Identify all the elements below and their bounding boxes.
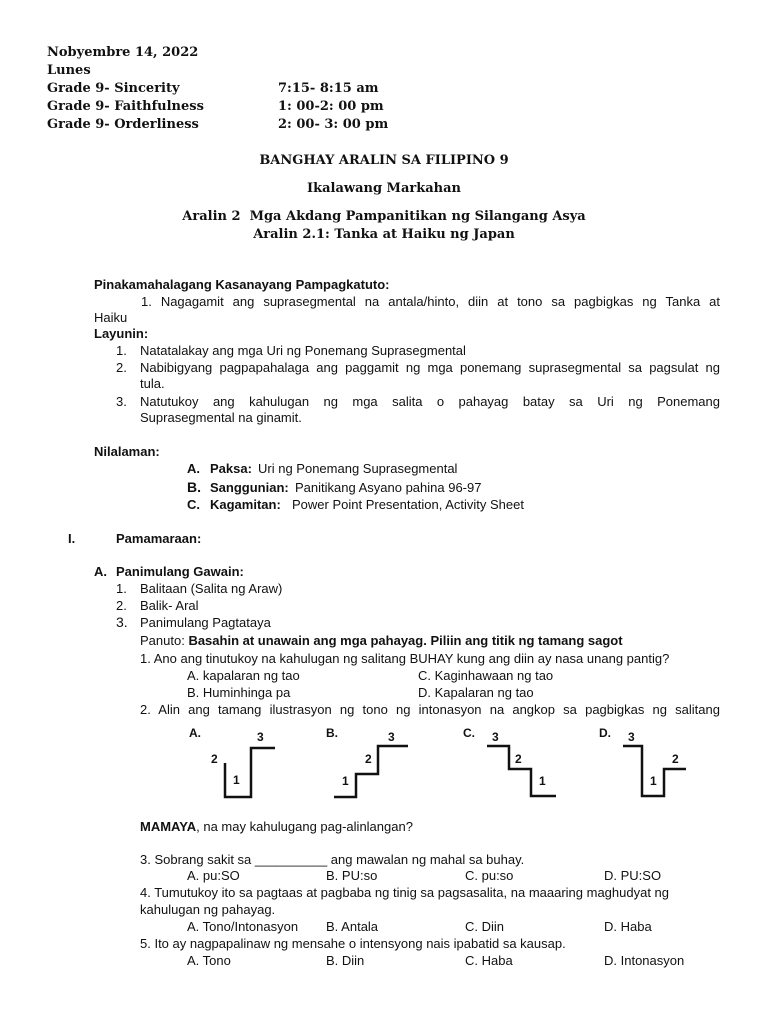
objective-text-cont: Suprasegmental na ginamit. <box>140 410 302 425</box>
content-letter: B. <box>187 479 201 495</box>
objective-number: 2. <box>116 360 127 375</box>
step-text: Balitaan (Salita ng Araw) <box>140 581 283 596</box>
question-5: 5. Ito ay nagpapalinaw ng mensahe o intensyong nais ipabatid sa kausap. <box>140 936 566 951</box>
step-label: 2 <box>672 752 679 766</box>
content-value: Panitikang Asyano pahina 96-97 <box>295 480 482 495</box>
intonation-diagram-a <box>203 735 278 801</box>
choice: A. Tono <box>187 953 231 968</box>
step-label: 2 <box>515 752 522 766</box>
content-value: Uri ng Ponemang Suprasegmental <box>258 461 458 476</box>
content-heading: Nilalaman: <box>94 444 160 459</box>
content-label: Kagamitan: <box>210 497 281 512</box>
choice: B. PU:so <box>326 868 378 883</box>
choice: C. pu:so <box>465 868 514 883</box>
step-number: 1. <box>116 581 127 596</box>
objective-number: 1. <box>116 343 127 358</box>
lesson-title: Aralin 2 Mga Akdang Pampanitikan ng Silangang Asya <box>182 209 586 224</box>
instruction-text: Basahin at unawain ang mga pahayag. Piliin ang titik ng tamang sagot <box>188 633 623 648</box>
objective-text: Natatalakay ang mga Uri ng Ponemang Suprasegmental <box>140 343 466 358</box>
instruction-label: Panuto: <box>140 633 189 648</box>
choice: D. PU:SO <box>604 868 662 883</box>
intonation-diagram-d <box>620 743 695 799</box>
question-2: 2. Alin ang tamang ilustrasyon ng tono ng intonasyon na angkop sa pagbigkas ng salitang <box>140 702 720 717</box>
choice: A. pu:SO <box>187 868 240 883</box>
day: Lunes <box>47 63 91 78</box>
step-number: 2. <box>116 598 127 613</box>
content-label: Sanggunian: <box>210 480 289 495</box>
content-label: Paksa: <box>210 461 252 476</box>
step-label: 1 <box>650 774 657 788</box>
step-label: 3 <box>388 730 395 744</box>
objective-text-cont: tula. <box>140 376 165 391</box>
question-2-target-word: MAMAYA <box>140 819 197 834</box>
date: Nobyembre 14, 2022 <box>47 45 199 60</box>
option-letter: D. <box>599 726 611 740</box>
step-label: 3 <box>628 730 635 744</box>
procedure-roman: I. <box>68 531 76 546</box>
competency-text-cont: Haiku <box>94 310 128 325</box>
step-label: 2 <box>365 752 372 766</box>
objectives-heading: Layunin: <box>94 326 149 341</box>
option-letter: B. <box>326 726 338 740</box>
step-text: Panimulang Pagtataya <box>140 615 271 630</box>
section-name: Grade 9- Orderliness <box>47 117 199 132</box>
document-title: BANGHAY ARALIN SA FILIPINO 9 <box>259 153 509 168</box>
competency-heading: Pinakamahalagang Kasanayang Pampagkatuto: <box>94 277 390 292</box>
step-label: 1 <box>233 773 240 787</box>
choice: C. Diin <box>465 919 505 934</box>
objective-number: 3. <box>116 394 127 409</box>
quarter-title: Ikalawang Markahan <box>307 181 461 196</box>
section-time: 7:15- 8:15 am <box>278 81 379 96</box>
instruction <box>140 632 623 650</box>
question-4-cont: kahulugan ng pahayag. <box>140 902 276 917</box>
choice: C. Haba <box>465 953 513 968</box>
content-letter: A. <box>187 461 200 476</box>
question-4: 4. Tumutukoy ito sa pagtaas at pagbaba ng tinig sa pagsasalita, na maaaring maghudyat ng <box>140 885 670 900</box>
question-2-word <box>140 818 413 836</box>
question-1: 1. Ano ang tinutukoy na kahulugan ng salitang BUHAY kung ang diin ay nasa unang pantig? <box>140 651 670 666</box>
competency-text: 1. Nagagamit ang suprasegmental na antala/hinto, diin at tono sa pagbigkas ng Tanka at <box>141 294 720 309</box>
choice: A. Tono/Intonasyon <box>187 919 299 934</box>
option-letter: A. <box>189 726 201 740</box>
procedure-heading: Pamamaraan: <box>116 531 202 546</box>
choice: C. Kaginhawaan ng tao <box>418 668 554 683</box>
choice: A. kapalaran ng tao <box>187 668 300 683</box>
intonation-diagram-b <box>330 740 410 800</box>
objective-text: Nabibigyang pagpapahalaga ang paggamit ng mga ponemang suprasegmental sa pagsulat ng <box>140 360 720 375</box>
choice: B. Huminhinga pa <box>187 685 291 700</box>
section-name: Grade 9- Faithfulness <box>47 99 204 114</box>
step-label: 1 <box>539 774 546 788</box>
step-number: 3. <box>116 614 128 630</box>
objective-text: Natutukoy ang kahulugan ng mga salita o pahayag batay sa Uri ng Ponemang <box>140 394 720 409</box>
subsection-letter: A. <box>94 564 107 579</box>
sublesson-title: Aralin 2.1: Tanka at Haiku ng Japan <box>253 227 515 242</box>
content-value: Power Point Presentation, Activity Sheet <box>292 497 524 512</box>
choice: D. Haba <box>604 919 652 934</box>
step-text: Balik- Aral <box>140 598 199 613</box>
section-time: 2: 00- 3: 00 pm <box>278 117 389 132</box>
choice: B. Antala <box>326 919 379 934</box>
step-label: 3 <box>257 730 264 744</box>
choice: D. Intonasyon <box>604 953 685 968</box>
step-label: 3 <box>492 730 499 744</box>
section-name: Grade 9- Sincerity <box>47 81 180 96</box>
choice: B. Diin <box>326 953 365 968</box>
section-time: 1: 00-2: 00 pm <box>278 99 384 114</box>
choice: D. Kapalaran ng tao <box>418 685 534 700</box>
option-letter: C. <box>463 726 475 740</box>
content-letter: C. <box>187 497 200 512</box>
step-label: 2 <box>211 752 218 766</box>
question-2-word-meaning: , na may kahulugang pag-alinlangan? <box>196 819 413 834</box>
step-label: 1 <box>342 774 349 788</box>
question-3: 3. Sobrang sakit sa __________ ang mawalan ng mahal sa buhay. <box>140 852 525 867</box>
subsection-heading: Panimulang Gawain: <box>116 564 244 579</box>
